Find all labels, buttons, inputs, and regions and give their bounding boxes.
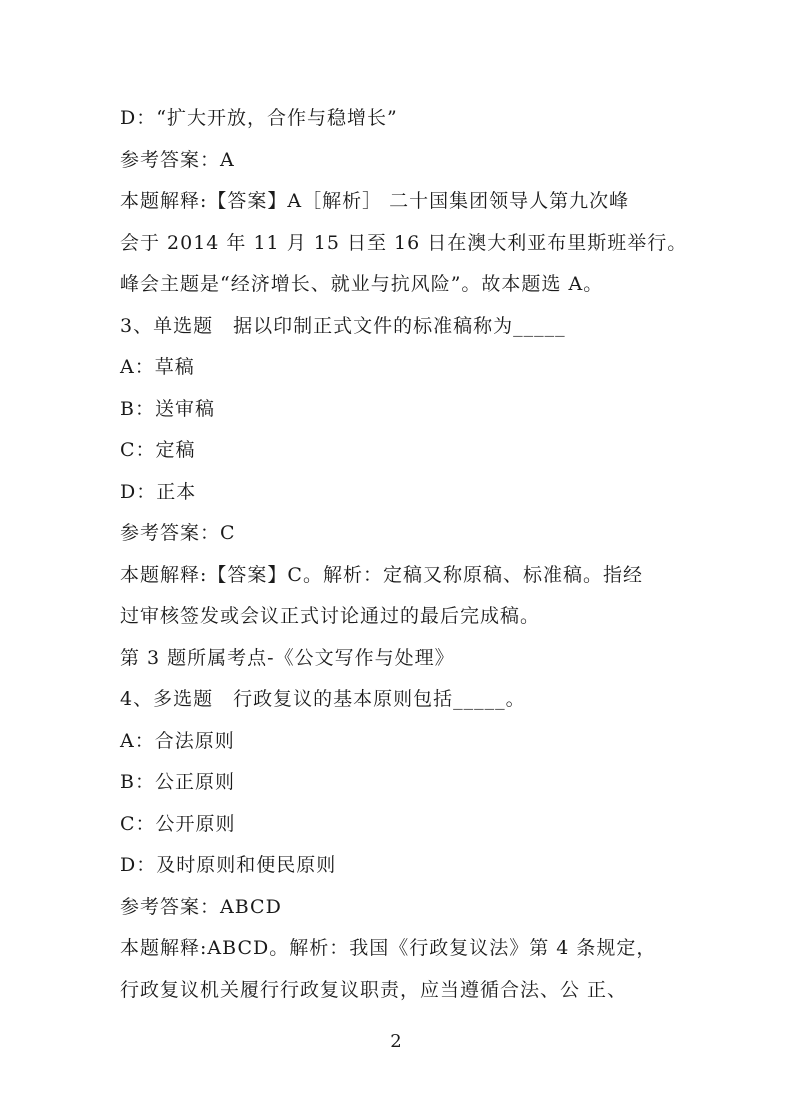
question-4-option-a: A：合法原则 bbox=[120, 730, 235, 752]
question-3-explanation: 过审核签发或会议正式讨论通过的最后完成稿。 bbox=[120, 605, 541, 627]
question-4-option-b: B：公正原则 bbox=[120, 771, 235, 793]
question-4-reference-answer: 参考答案：ABCD bbox=[120, 896, 282, 918]
question-4-option-c: C：公开原则 bbox=[120, 813, 236, 835]
question-4-explanation: 本题解释:ABCD。解析：我国《行政复议法》第 4 条规定， bbox=[120, 937, 657, 959]
question-3-stem: 3、单选题 据以印制正式文件的标准稿称为_____ bbox=[120, 315, 566, 337]
question-4-option-d: D：及时原则和便民原则 bbox=[120, 854, 337, 876]
page-number: 2 bbox=[390, 1031, 402, 1052]
question-3-option-d: D：正本 bbox=[120, 481, 197, 503]
reference-answer: 参考答案：A bbox=[120, 149, 235, 171]
question-3-explanation: 本题解释:【答案】C。解析：定稿又称原稿、标准稿。指经 bbox=[120, 564, 643, 586]
question-3-option-a: A：草稿 bbox=[120, 356, 195, 378]
option-d-text: D：“扩大开放，合作与稳增长” bbox=[120, 107, 398, 129]
question-3-option-c: C：定稿 bbox=[120, 439, 196, 461]
explanation-line: 本题解释:【答案】A［解析］ 二十国集团领导人第九次峰 bbox=[120, 190, 630, 212]
question-3-reference-answer: 参考答案：C bbox=[120, 522, 236, 544]
explanation-line: 会于 2014 年 11 月 15 日至 16 日在澳大利亚布里斯班举行。 bbox=[120, 232, 688, 254]
question-3-topic: 第 3 题所属考点-《公文写作与处理》 bbox=[120, 647, 455, 669]
question-3-option-b: B：送审稿 bbox=[120, 398, 215, 420]
question-4-explanation: 行政复议机关履行行政复议职责，应当遵循合法、公 正、 bbox=[120, 979, 628, 1001]
explanation-line: 峰会主题是“经济增长、就业与抗风险”。故本题选 A。 bbox=[120, 273, 604, 295]
question-4-stem: 4、多选题 行政复议的基本原则包括_____。 bbox=[120, 688, 526, 710]
